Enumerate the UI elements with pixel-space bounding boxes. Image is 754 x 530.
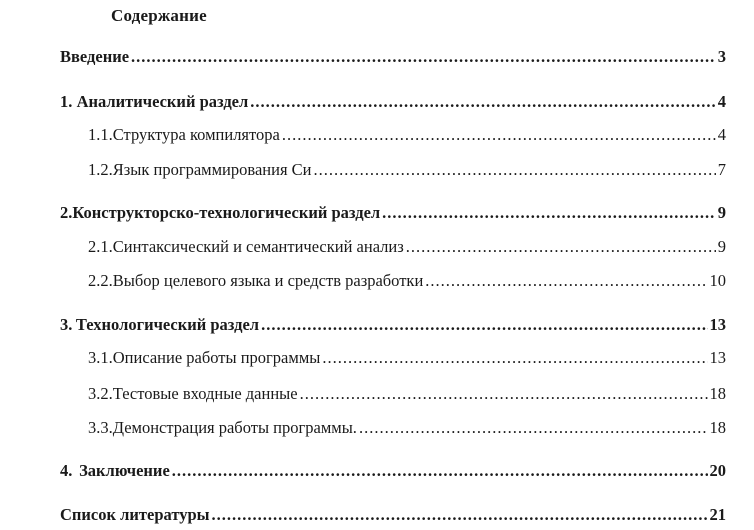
toc-entry-section-1-1[interactable]: [88, 124, 726, 146]
toc-entry-section-2[interactable]: [60, 202, 726, 224]
toc-entry-section-1-2[interactable]: [88, 159, 726, 181]
dot-leader: [172, 460, 708, 482]
toc-entry-section-3-3[interactable]: [88, 417, 726, 439]
toc-entry-number: 3.2.: [88, 384, 113, 403]
toc-entry-page: 13: [709, 315, 726, 334]
toc-entry-label: Описание работы программы: [112, 348, 321, 367]
toc-entry-page: 7: [717, 160, 726, 179]
toc-entry-label: Демонстрация работы программы.: [112, 418, 357, 437]
toc-entry-number: 1.1.: [88, 125, 113, 144]
toc-entry-label: Аналитический раздел: [76, 92, 249, 111]
toc-entry-page: 4: [717, 125, 726, 144]
dot-leader: [212, 504, 708, 526]
toc-entry-page: 18: [709, 384, 726, 403]
toc-entry-page: 21: [709, 505, 726, 524]
toc-entry-bibliography[interactable]: [60, 504, 726, 526]
toc-entry-number: 4.: [60, 461, 73, 480]
toc-entry-section-3-1[interactable]: [88, 347, 726, 369]
toc-entry-page: 13: [709, 348, 726, 367]
dot-leader: [261, 314, 707, 336]
toc-entry-number: 2.1.: [88, 237, 113, 256]
dot-leader: [250, 91, 715, 113]
toc-entry-section-2-2[interactable]: [88, 270, 726, 292]
toc-entry-conclusion[interactable]: [60, 460, 726, 482]
toc-entry-label: Технологический раздел: [75, 315, 260, 334]
toc-entry-label: Введение: [60, 47, 130, 66]
toc-entry-page: 3: [717, 47, 726, 66]
dot-leader: [382, 202, 716, 224]
toc-entry-label: Выбор целевого языка и средств разработки: [112, 271, 424, 290]
dot-leader: [282, 124, 716, 146]
toc-entry-number: 2.2.: [88, 271, 113, 290]
toc-entry-number: 1.: [60, 92, 73, 111]
toc-entry-number: 3.3.: [88, 418, 113, 437]
dot-leader: [131, 46, 716, 68]
toc-entry-section-3[interactable]: [60, 314, 726, 336]
toc-entry-page: 4: [717, 92, 726, 111]
toc-entry-number: 1.2.: [88, 160, 113, 179]
toc-entry-number: 3.1.: [88, 348, 113, 367]
toc-entry-label: Структура компилятора: [112, 125, 280, 144]
toc-entry-number: 3.: [60, 315, 73, 334]
toc-entry-page: 9: [717, 237, 726, 256]
toc-entry-label: Синтаксический и семантический анализ: [112, 237, 404, 256]
toc-entry-number: 2.: [60, 203, 73, 222]
toc-title: Содержание: [111, 6, 207, 25]
dot-leader: [425, 270, 707, 292]
toc-entry-section-1[interactable]: [60, 91, 726, 113]
toc-entry-label: Язык программирования Си: [112, 160, 312, 179]
dot-leader: [406, 236, 716, 258]
toc-entry-page: 9: [717, 203, 726, 222]
dot-leader: [314, 159, 716, 181]
toc-entry-label: Тестовые входные данные: [112, 384, 298, 403]
toc-entry-section-2-1[interactable]: [88, 236, 726, 258]
toc-entry-label: Заключение: [79, 461, 170, 480]
toc-entry-page: 18: [709, 418, 726, 437]
toc-entry-label: Конструкторско-технологический раздел: [72, 203, 381, 222]
toc-entry-label: Список литературы: [60, 505, 210, 524]
dot-leader: [322, 347, 707, 369]
toc-entry-section-3-2[interactable]: [88, 383, 726, 405]
toc-entry-page: 10: [709, 271, 726, 290]
toc-entry-introduction[interactable]: [60, 46, 726, 68]
dot-leader: [359, 417, 708, 439]
toc-entry-page: 20: [709, 461, 726, 480]
dot-leader: [300, 383, 708, 405]
